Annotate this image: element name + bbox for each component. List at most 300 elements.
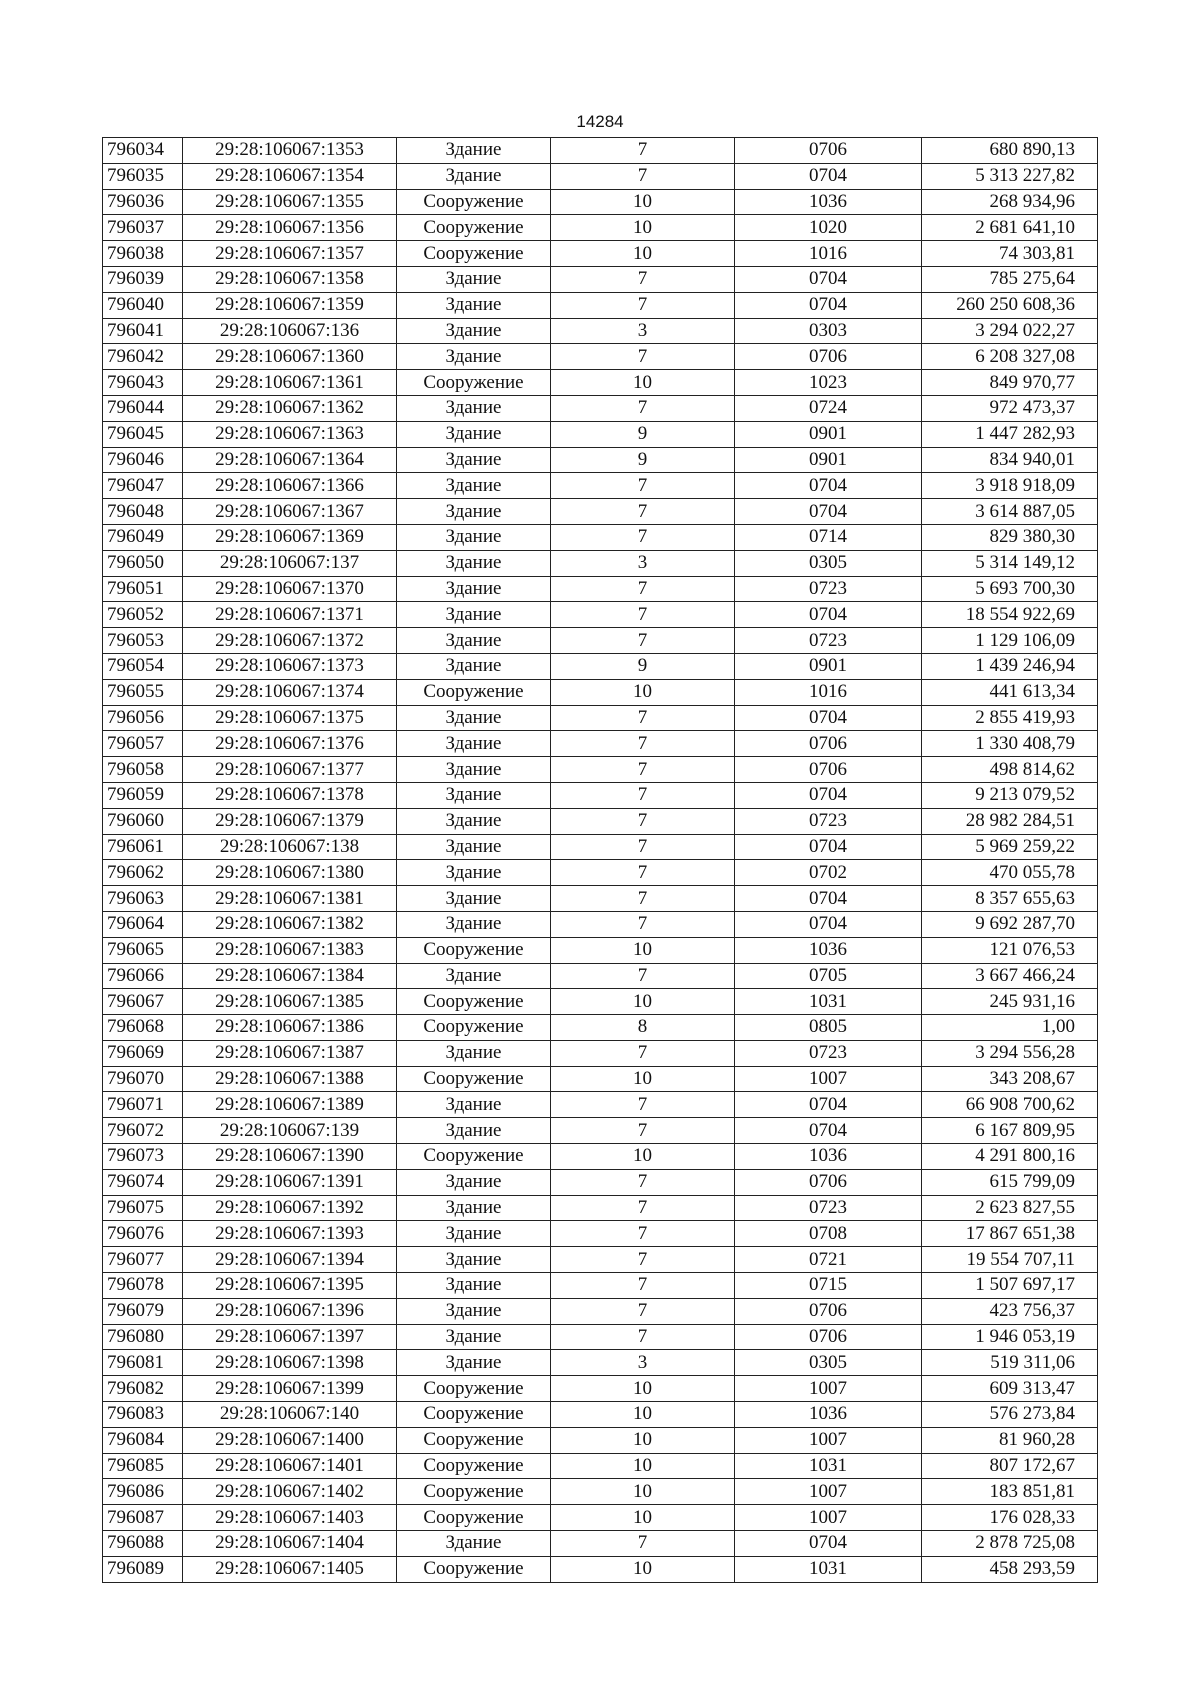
cadastral-number-cell: 29:28:106067:1364 bbox=[183, 447, 397, 473]
object-type-cell: Здание bbox=[397, 499, 551, 525]
table-row bbox=[103, 705, 1098, 731]
object-type-cell: Здание bbox=[397, 1273, 551, 1299]
table-row bbox=[103, 757, 1098, 783]
code-cell: 1020 bbox=[735, 215, 922, 241]
cadastral-value-cell: 18 554 922,69 bbox=[922, 602, 1098, 628]
object-type-cell: Здание bbox=[397, 1195, 551, 1221]
code-cell: 0704 bbox=[735, 1118, 922, 1144]
cadastral-value-cell: 3 294 556,28 bbox=[922, 1040, 1098, 1066]
cadastral-number-cell: 29:28:106067:1392 bbox=[183, 1195, 397, 1221]
object-type-cell: Здание bbox=[397, 808, 551, 834]
object-type-cell: Сооружение bbox=[397, 1015, 551, 1041]
row-number-cell: 796076 bbox=[103, 1221, 183, 1247]
cadastral-number-cell: 29:28:106067:1378 bbox=[183, 782, 397, 808]
object-type-cell: Сооружение bbox=[397, 1144, 551, 1170]
cadastral-number-cell: 29:28:106067:1359 bbox=[183, 292, 397, 318]
row-number-cell: 796065 bbox=[103, 937, 183, 963]
row-number-cell: 796088 bbox=[103, 1531, 183, 1557]
code-cell: 0723 bbox=[735, 1195, 922, 1221]
code-cell: 0721 bbox=[735, 1247, 922, 1273]
table-row bbox=[103, 1118, 1098, 1144]
code-cell: 1036 bbox=[735, 1144, 922, 1170]
row-number-cell: 796068 bbox=[103, 1015, 183, 1041]
object-type-cell: Здание bbox=[397, 1092, 551, 1118]
cadastral-value-cell: 9 213 079,52 bbox=[922, 782, 1098, 808]
cadastral-number-cell: 29:28:106067:140 bbox=[183, 1402, 397, 1428]
cadastral-value-cell: 680 890,13 bbox=[922, 138, 1098, 164]
cadastral-value-cell: 81 960,28 bbox=[922, 1427, 1098, 1453]
table-row bbox=[103, 499, 1098, 525]
cadastral-value-cell: 1 507 697,17 bbox=[922, 1273, 1098, 1299]
code-cell: 0715 bbox=[735, 1273, 922, 1299]
group-cell: 10 bbox=[551, 189, 735, 215]
group-cell: 10 bbox=[551, 241, 735, 267]
code-cell: 0723 bbox=[735, 576, 922, 602]
cadastral-number-cell: 29:28:106067:1369 bbox=[183, 524, 397, 550]
group-cell: 10 bbox=[551, 1427, 735, 1453]
cadastral-value-cell: 6 167 809,95 bbox=[922, 1118, 1098, 1144]
group-cell: 7 bbox=[551, 344, 735, 370]
cadastral-value-cell: 972 473,37 bbox=[922, 395, 1098, 421]
object-type-cell: Здание bbox=[397, 963, 551, 989]
cadastral-number-cell: 29:28:106067:1373 bbox=[183, 653, 397, 679]
row-number-cell: 796085 bbox=[103, 1453, 183, 1479]
object-type-cell: Здание bbox=[397, 834, 551, 860]
group-cell: 7 bbox=[551, 1273, 735, 1299]
cadastral-number-cell: 29:28:106067:1371 bbox=[183, 602, 397, 628]
group-cell: 7 bbox=[551, 292, 735, 318]
row-number-cell: 796070 bbox=[103, 1066, 183, 1092]
table-row bbox=[103, 1247, 1098, 1273]
group-cell: 7 bbox=[551, 705, 735, 731]
row-number-cell: 796081 bbox=[103, 1350, 183, 1376]
object-type-cell: Сооружение bbox=[397, 189, 551, 215]
cadastral-number-cell: 29:28:106067:1396 bbox=[183, 1298, 397, 1324]
code-cell: 0706 bbox=[735, 138, 922, 164]
code-cell: 0704 bbox=[735, 163, 922, 189]
table-row bbox=[103, 138, 1098, 164]
cadastral-number-cell: 29:28:106067:1363 bbox=[183, 421, 397, 447]
code-cell: 0704 bbox=[735, 1092, 922, 1118]
cadastral-number-cell: 29:28:106067:1383 bbox=[183, 937, 397, 963]
code-cell: 0723 bbox=[735, 1040, 922, 1066]
table-row bbox=[103, 189, 1098, 215]
cadastral-number-cell: 29:28:106067:1360 bbox=[183, 344, 397, 370]
table-row bbox=[103, 241, 1098, 267]
cadastral-value-cell: 5 969 259,22 bbox=[922, 834, 1098, 860]
table-row bbox=[103, 886, 1098, 912]
cadastral-value-cell: 121 076,53 bbox=[922, 937, 1098, 963]
object-type-cell: Здание bbox=[397, 163, 551, 189]
cadastral-number-cell: 29:28:106067:1379 bbox=[183, 808, 397, 834]
group-cell: 7 bbox=[551, 886, 735, 912]
cadastral-number-cell: 29:28:106067:1375 bbox=[183, 705, 397, 731]
cadastral-value-cell: 2 681 641,10 bbox=[922, 215, 1098, 241]
row-number-cell: 796071 bbox=[103, 1092, 183, 1118]
code-cell: 0704 bbox=[735, 886, 922, 912]
group-cell: 10 bbox=[551, 1453, 735, 1479]
code-cell: 0704 bbox=[735, 602, 922, 628]
cadastral-value-cell: 470 055,78 bbox=[922, 860, 1098, 886]
code-cell: 1036 bbox=[735, 937, 922, 963]
code-cell: 1016 bbox=[735, 241, 922, 267]
table-row bbox=[103, 1479, 1098, 1505]
table-row bbox=[103, 163, 1098, 189]
table-row bbox=[103, 1402, 1098, 1428]
cadastral-value-cell: 519 311,06 bbox=[922, 1350, 1098, 1376]
code-cell: 0704 bbox=[735, 834, 922, 860]
table-row bbox=[103, 731, 1098, 757]
row-number-cell: 796063 bbox=[103, 886, 183, 912]
cadastral-value-cell: 834 940,01 bbox=[922, 447, 1098, 473]
group-cell: 7 bbox=[551, 1169, 735, 1195]
cadastral-number-cell: 29:28:106067:1372 bbox=[183, 628, 397, 654]
object-type-cell: Здание bbox=[397, 860, 551, 886]
code-cell: 1036 bbox=[735, 189, 922, 215]
group-cell: 7 bbox=[551, 1092, 735, 1118]
cadastral-value-cell: 74 303,81 bbox=[922, 241, 1098, 267]
table-row bbox=[103, 1273, 1098, 1299]
table-row bbox=[103, 370, 1098, 396]
table-row bbox=[103, 473, 1098, 499]
object-type-cell: Здание bbox=[397, 1040, 551, 1066]
object-type-cell: Сооружение bbox=[397, 1427, 551, 1453]
table-row bbox=[103, 628, 1098, 654]
cadastral-number-cell: 29:28:106067:1394 bbox=[183, 1247, 397, 1273]
cadastral-number-cell: 29:28:106067:1370 bbox=[183, 576, 397, 602]
table-row bbox=[103, 602, 1098, 628]
object-type-cell: Здание bbox=[397, 1221, 551, 1247]
row-number-cell: 796036 bbox=[103, 189, 183, 215]
row-number-cell: 796066 bbox=[103, 963, 183, 989]
object-type-cell: Здание bbox=[397, 550, 551, 576]
code-cell: 0706 bbox=[735, 1169, 922, 1195]
code-cell: 0901 bbox=[735, 653, 922, 679]
cadastral-value-cell: 5 313 227,82 bbox=[922, 163, 1098, 189]
row-number-cell: 796040 bbox=[103, 292, 183, 318]
cadastral-value-cell: 4 291 800,16 bbox=[922, 1144, 1098, 1170]
code-cell: 1007 bbox=[735, 1066, 922, 1092]
cadastral-value-cell: 17 867 651,38 bbox=[922, 1221, 1098, 1247]
cadastral-value-cell: 3 614 887,05 bbox=[922, 499, 1098, 525]
object-type-cell: Сооружение bbox=[397, 1479, 551, 1505]
object-type-cell: Здание bbox=[397, 653, 551, 679]
group-cell: 7 bbox=[551, 576, 735, 602]
cadastral-value-cell: 5 314 149,12 bbox=[922, 550, 1098, 576]
code-cell: 0706 bbox=[735, 344, 922, 370]
cadastral-number-cell: 29:28:106067:1382 bbox=[183, 911, 397, 937]
table-row bbox=[103, 395, 1098, 421]
cadastral-value-cell: 8 357 655,63 bbox=[922, 886, 1098, 912]
group-cell: 7 bbox=[551, 782, 735, 808]
cadastral-number-cell: 29:28:106067:1401 bbox=[183, 1453, 397, 1479]
code-cell: 1007 bbox=[735, 1376, 922, 1402]
row-number-cell: 796045 bbox=[103, 421, 183, 447]
group-cell: 7 bbox=[551, 808, 735, 834]
table-row bbox=[103, 782, 1098, 808]
cadastral-number-cell: 29:28:106067:1380 bbox=[183, 860, 397, 886]
cadastral-number-cell: 29:28:106067:1404 bbox=[183, 1531, 397, 1557]
object-type-cell: Здание bbox=[397, 318, 551, 344]
object-type-cell: Здание bbox=[397, 1350, 551, 1376]
cadastral-number-cell: 29:28:106067:1358 bbox=[183, 266, 397, 292]
cadastral-number-cell: 29:28:106067:1356 bbox=[183, 215, 397, 241]
table-row bbox=[103, 1144, 1098, 1170]
group-cell: 7 bbox=[551, 1118, 735, 1144]
table-row bbox=[103, 1015, 1098, 1041]
table-row bbox=[103, 576, 1098, 602]
cadastral-value-cell: 849 970,77 bbox=[922, 370, 1098, 396]
group-cell: 7 bbox=[551, 757, 735, 783]
cadastral-number-cell: 29:28:106067:1402 bbox=[183, 1479, 397, 1505]
row-number-cell: 796058 bbox=[103, 757, 183, 783]
table-row bbox=[103, 1427, 1098, 1453]
group-cell: 7 bbox=[551, 473, 735, 499]
cadastral-value-cell: 829 380,30 bbox=[922, 524, 1098, 550]
row-number-cell: 796049 bbox=[103, 524, 183, 550]
row-number-cell: 796054 bbox=[103, 653, 183, 679]
group-cell: 10 bbox=[551, 1505, 735, 1531]
row-number-cell: 796080 bbox=[103, 1324, 183, 1350]
cadastral-value-cell: 609 313,47 bbox=[922, 1376, 1098, 1402]
object-type-cell: Здание bbox=[397, 782, 551, 808]
group-cell: 7 bbox=[551, 395, 735, 421]
cadastral-number-cell: 29:28:106067:1395 bbox=[183, 1273, 397, 1299]
row-number-cell: 796069 bbox=[103, 1040, 183, 1066]
group-cell: 10 bbox=[551, 989, 735, 1015]
table-row bbox=[103, 215, 1098, 241]
object-type-cell: Здание bbox=[397, 1298, 551, 1324]
cadastral-value-cell: 1 439 246,94 bbox=[922, 653, 1098, 679]
code-cell: 0305 bbox=[735, 1350, 922, 1376]
row-number-cell: 796067 bbox=[103, 989, 183, 1015]
object-type-cell: Здание bbox=[397, 731, 551, 757]
table-row bbox=[103, 1092, 1098, 1118]
code-cell: 0702 bbox=[735, 860, 922, 886]
row-number-cell: 796042 bbox=[103, 344, 183, 370]
cadastral-value-cell: 3 667 466,24 bbox=[922, 963, 1098, 989]
row-number-cell: 796089 bbox=[103, 1556, 183, 1582]
object-type-cell: Здание bbox=[397, 344, 551, 370]
object-type-cell: Здание bbox=[397, 576, 551, 602]
row-number-cell: 796055 bbox=[103, 679, 183, 705]
cadastral-value-cell: 245 931,16 bbox=[922, 989, 1098, 1015]
cadastral-value-cell: 1 330 408,79 bbox=[922, 731, 1098, 757]
table-row bbox=[103, 1531, 1098, 1557]
cadastral-number-cell: 29:28:106067:1367 bbox=[183, 499, 397, 525]
group-cell: 7 bbox=[551, 1298, 735, 1324]
cadastral-value-cell: 268 934,96 bbox=[922, 189, 1098, 215]
code-cell: 1031 bbox=[735, 1556, 922, 1582]
cadastral-number-cell: 29:28:106067:1397 bbox=[183, 1324, 397, 1350]
group-cell: 3 bbox=[551, 550, 735, 576]
cadastral-value-cell: 19 554 707,11 bbox=[922, 1247, 1098, 1273]
object-type-cell: Здание bbox=[397, 705, 551, 731]
row-number-cell: 796052 bbox=[103, 602, 183, 628]
row-number-cell: 796038 bbox=[103, 241, 183, 267]
object-type-cell: Сооружение bbox=[397, 370, 551, 396]
group-cell: 3 bbox=[551, 1350, 735, 1376]
table-row bbox=[103, 963, 1098, 989]
table-row bbox=[103, 1350, 1098, 1376]
row-number-cell: 796062 bbox=[103, 860, 183, 886]
row-number-cell: 796046 bbox=[103, 447, 183, 473]
code-cell: 1007 bbox=[735, 1505, 922, 1531]
row-number-cell: 796075 bbox=[103, 1195, 183, 1221]
cadastral-number-cell: 29:28:106067:1393 bbox=[183, 1221, 397, 1247]
group-cell: 9 bbox=[551, 421, 735, 447]
cadastral-value-cell: 28 982 284,51 bbox=[922, 808, 1098, 834]
object-type-cell: Сооружение bbox=[397, 1453, 551, 1479]
code-cell: 0704 bbox=[735, 1531, 922, 1557]
table-body bbox=[103, 138, 1098, 1583]
object-type-cell: Здание bbox=[397, 886, 551, 912]
object-type-cell: Здание bbox=[397, 292, 551, 318]
table-row bbox=[103, 1298, 1098, 1324]
cadastral-value-cell: 2 878 725,08 bbox=[922, 1531, 1098, 1557]
code-cell: 0704 bbox=[735, 499, 922, 525]
cadastral-value-cell: 1 129 106,09 bbox=[922, 628, 1098, 654]
object-type-cell: Сооружение bbox=[397, 1376, 551, 1402]
table-row bbox=[103, 1376, 1098, 1402]
cadastral-number-cell: 29:28:106067:1385 bbox=[183, 989, 397, 1015]
code-cell: 0704 bbox=[735, 911, 922, 937]
row-number-cell: 796039 bbox=[103, 266, 183, 292]
row-number-cell: 796056 bbox=[103, 705, 183, 731]
group-cell: 10 bbox=[551, 1556, 735, 1582]
table-row bbox=[103, 808, 1098, 834]
group-cell: 7 bbox=[551, 524, 735, 550]
table-row bbox=[103, 834, 1098, 860]
group-cell: 7 bbox=[551, 731, 735, 757]
cadastral-value-cell: 183 851,81 bbox=[922, 1479, 1098, 1505]
group-cell: 7 bbox=[551, 860, 735, 886]
table-row bbox=[103, 679, 1098, 705]
cadastral-number-cell: 29:28:106067:1405 bbox=[183, 1556, 397, 1582]
group-cell: 10 bbox=[551, 1402, 735, 1428]
row-number-cell: 796044 bbox=[103, 395, 183, 421]
code-cell: 0714 bbox=[735, 524, 922, 550]
row-number-cell: 796050 bbox=[103, 550, 183, 576]
cadastral-number-cell: 29:28:106067:1376 bbox=[183, 731, 397, 757]
group-cell: 10 bbox=[551, 937, 735, 963]
table-row bbox=[103, 524, 1098, 550]
object-type-cell: Здание bbox=[397, 395, 551, 421]
cadastral-value-cell: 343 208,67 bbox=[922, 1066, 1098, 1092]
cadastral-number-cell: 29:28:106067:1386 bbox=[183, 1015, 397, 1041]
code-cell: 1036 bbox=[735, 1402, 922, 1428]
row-number-cell: 796037 bbox=[103, 215, 183, 241]
object-type-cell: Здание bbox=[397, 602, 551, 628]
cadastral-number-cell: 29:28:106067:1366 bbox=[183, 473, 397, 499]
cadastral-value-cell: 423 756,37 bbox=[922, 1298, 1098, 1324]
code-cell: 0723 bbox=[735, 628, 922, 654]
cadastral-number-cell: 29:28:106067:1399 bbox=[183, 1376, 397, 1402]
row-number-cell: 796060 bbox=[103, 808, 183, 834]
cadastral-number-cell: 29:28:106067:1391 bbox=[183, 1169, 397, 1195]
object-type-cell: Сооружение bbox=[397, 241, 551, 267]
group-cell: 7 bbox=[551, 1221, 735, 1247]
table-row bbox=[103, 653, 1098, 679]
row-number-cell: 796082 bbox=[103, 1376, 183, 1402]
table-row bbox=[103, 292, 1098, 318]
code-cell: 0706 bbox=[735, 731, 922, 757]
object-type-cell: Сооружение bbox=[397, 1505, 551, 1531]
cadastral-value-cell: 3 294 022,27 bbox=[922, 318, 1098, 344]
group-cell: 7 bbox=[551, 628, 735, 654]
code-cell: 0303 bbox=[735, 318, 922, 344]
object-type-cell: Здание bbox=[397, 138, 551, 164]
group-cell: 8 bbox=[551, 1015, 735, 1041]
cadastral-number-cell: 29:28:106067:136 bbox=[183, 318, 397, 344]
cadastral-value-cell: 1 447 282,93 bbox=[922, 421, 1098, 447]
cadastral-value-cell: 807 172,67 bbox=[922, 1453, 1098, 1479]
group-cell: 7 bbox=[551, 911, 735, 937]
cadastral-value-cell: 576 273,84 bbox=[922, 1402, 1098, 1428]
row-number-cell: 796061 bbox=[103, 834, 183, 860]
object-type-cell: Сооружение bbox=[397, 215, 551, 241]
cadastral-number-cell: 29:28:106067:139 bbox=[183, 1118, 397, 1144]
cadastral-value-cell: 6 208 327,08 bbox=[922, 344, 1098, 370]
group-cell: 7 bbox=[551, 1040, 735, 1066]
group-cell: 10 bbox=[551, 215, 735, 241]
row-number-cell: 796083 bbox=[103, 1402, 183, 1428]
cadastral-number-cell: 29:28:106067:1374 bbox=[183, 679, 397, 705]
table-row bbox=[103, 550, 1098, 576]
table-row bbox=[103, 1556, 1098, 1582]
table-row bbox=[103, 1195, 1098, 1221]
group-cell: 7 bbox=[551, 602, 735, 628]
code-cell: 0706 bbox=[735, 1298, 922, 1324]
group-cell: 7 bbox=[551, 138, 735, 164]
cadastral-number-cell: 29:28:106067:1390 bbox=[183, 1144, 397, 1170]
cadastral-value-cell: 5 693 700,30 bbox=[922, 576, 1098, 602]
cadastral-number-cell: 29:28:106067:1377 bbox=[183, 757, 397, 783]
table-row bbox=[103, 421, 1098, 447]
table-row bbox=[103, 344, 1098, 370]
cadastral-value-cell: 2 623 827,55 bbox=[922, 1195, 1098, 1221]
cadastral-value-cell: 1,00 bbox=[922, 1015, 1098, 1041]
cadastral-value-cell: 260 250 608,36 bbox=[922, 292, 1098, 318]
object-type-cell: Здание bbox=[397, 1118, 551, 1144]
table-row bbox=[103, 860, 1098, 886]
cadastral-number-cell: 29:28:106067:1387 bbox=[183, 1040, 397, 1066]
code-cell: 0305 bbox=[735, 550, 922, 576]
row-number-cell: 796064 bbox=[103, 911, 183, 937]
code-cell: 0706 bbox=[735, 757, 922, 783]
code-cell: 0708 bbox=[735, 1221, 922, 1247]
code-cell: 0805 bbox=[735, 1015, 922, 1041]
row-number-cell: 796053 bbox=[103, 628, 183, 654]
cadastral-value-cell: 458 293,59 bbox=[922, 1556, 1098, 1582]
code-cell: 0901 bbox=[735, 447, 922, 473]
table-row bbox=[103, 1324, 1098, 1350]
object-type-cell: Здание bbox=[397, 911, 551, 937]
object-type-cell: Здание bbox=[397, 421, 551, 447]
cadastral-number-cell: 29:28:106067:1403 bbox=[183, 1505, 397, 1531]
cadastral-value-cell: 2 855 419,93 bbox=[922, 705, 1098, 731]
code-cell: 0723 bbox=[735, 808, 922, 834]
group-cell: 10 bbox=[551, 1066, 735, 1092]
row-number-cell: 796087 bbox=[103, 1505, 183, 1531]
cadastral-value-cell: 66 908 700,62 bbox=[922, 1092, 1098, 1118]
group-cell: 10 bbox=[551, 1144, 735, 1170]
group-cell: 7 bbox=[551, 834, 735, 860]
code-cell: 0704 bbox=[735, 705, 922, 731]
object-type-cell: Сооружение bbox=[397, 989, 551, 1015]
object-type-cell: Здание bbox=[397, 1531, 551, 1557]
table-row bbox=[103, 1453, 1098, 1479]
